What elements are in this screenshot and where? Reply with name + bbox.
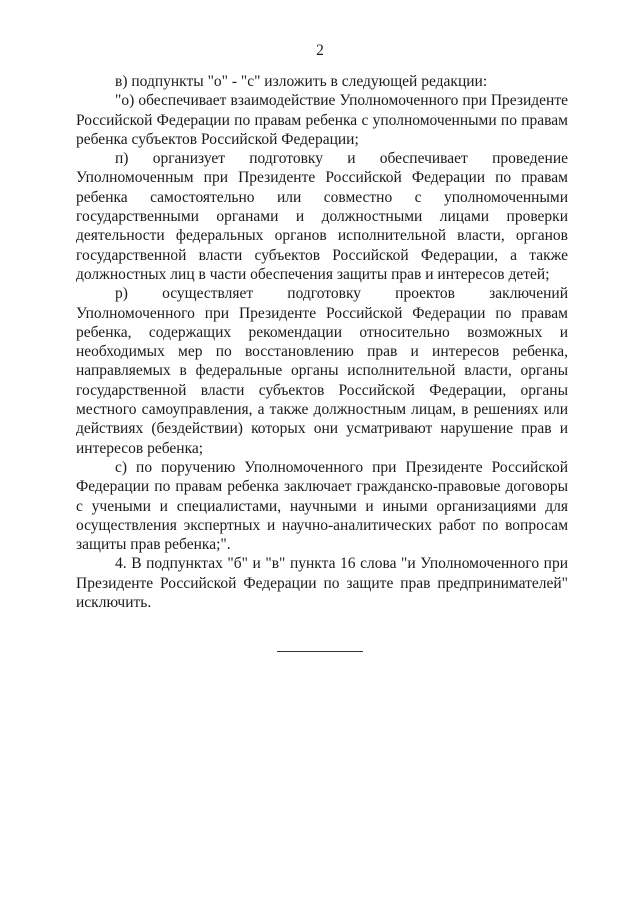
end-separator-line xyxy=(277,651,363,652)
paragraph-subitem-r: р) осуществляет подготовку проектов заключений Уполномоченного при Президенте Российской Федерации по правам ребенка, содержащих рекомендации относительно возможных и необходимых мер по восстановлению прав и интересов ребенка, направляемых в федеральные органы исполнительной власти, органы государственной власти субъектов Российской Федерации, органы местного самоуправления, а также должностным лицам, в решениях или действиях (бездействии) которых они усматривают нарушение прав и интересов ребенка; xyxy=(76,285,568,457)
document-body xyxy=(76,72,568,612)
paragraph-subitem-s: с) по поручению Уполномоченного при Президенте Российской Федерации по правам ребенка заключает гражданско-правовые договоры с учеными и специалистами, научными и иными организациями для осуществления экспертных и научно-аналитических работ по вопросам защиты прав ребенка;". xyxy=(76,458,568,554)
paragraph-amendment-intro: в) подпункты "о" - "с" изложить в следующей редакции: xyxy=(115,73,488,90)
paragraph-subitem-p: п) организует подготовку и обеспечивает проведение Уполномоченным при Президенте Российской Федерации по правам ребенка самостоятельно или совместно с уполномоченными государственными органами и должностными лицами проверки деятельности федеральных органов исполнительной власти, органов государственной власти субъектов Российской Федерации, а также должностных лиц в части обеспечения защиты прав и интересов детей; xyxy=(76,150,568,283)
page-number: 2 xyxy=(316,42,324,59)
paragraph-item-4: 4. В подпунктах "б" и "в" пункта 16 слова "и Уполномоченного при Президенте Российской Федерации по защите прав предпринимателей" исключить. xyxy=(76,555,568,612)
paragraph-subitem-o: "о) обеспечивает взаимодействие Уполномоченного при Президенте Российской Федерации по правам ребенка с уполномоченными по правам ребенка субъектов Российской Федерации; xyxy=(76,92,568,148)
